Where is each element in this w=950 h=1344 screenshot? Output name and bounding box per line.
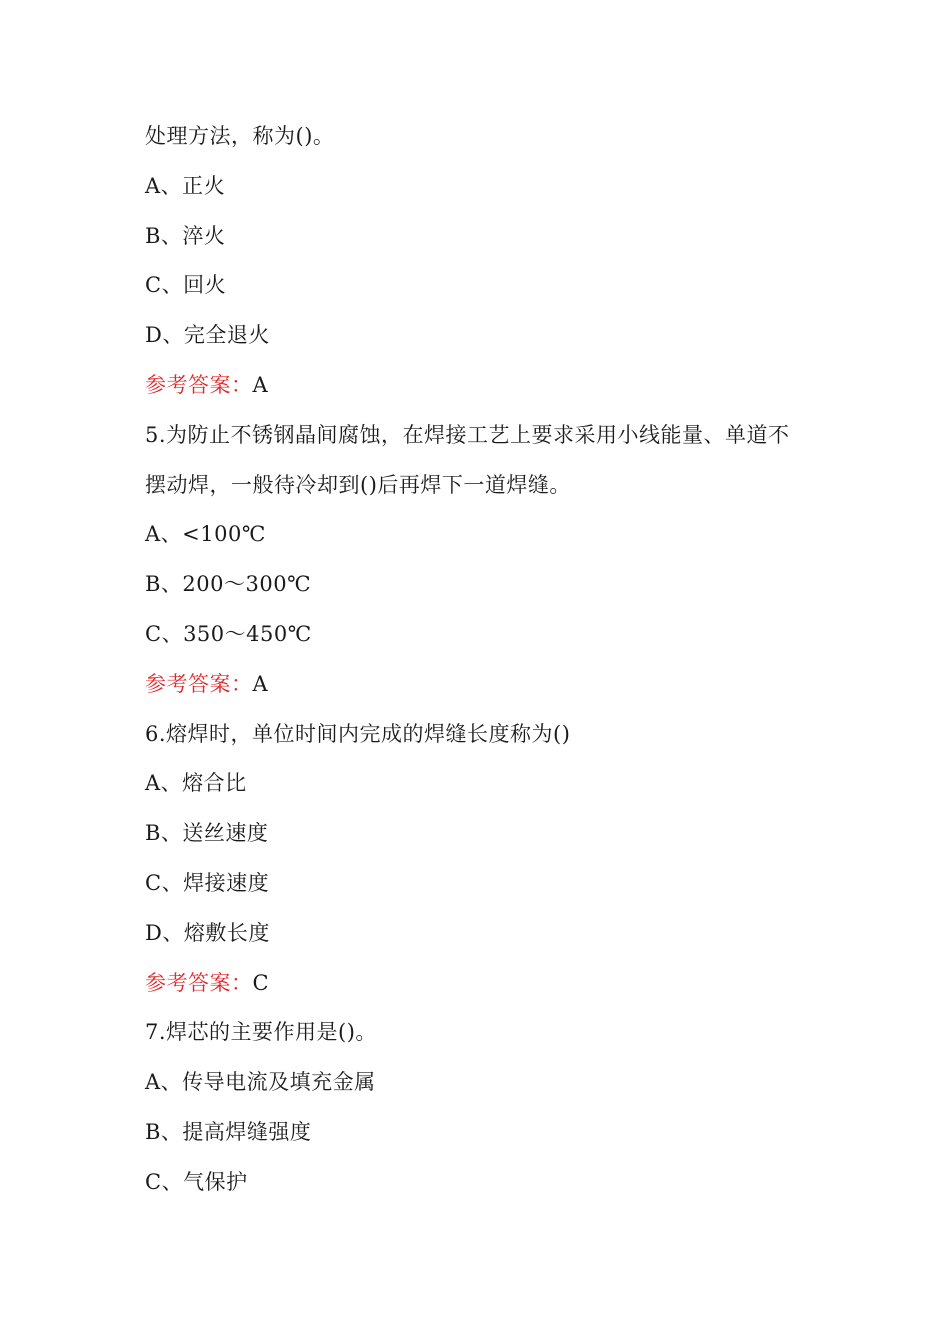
answer-label: 参考答案：	[145, 372, 253, 397]
option-d	[145, 311, 825, 361]
line-text: C、焊接速度	[145, 870, 270, 895]
answer-value: C	[252, 970, 270, 995]
line-text: B、送丝速度	[145, 821, 269, 846]
line-text: B、200～300℃	[145, 572, 312, 597]
answer-value: A	[252, 372, 269, 397]
option-b	[145, 212, 825, 262]
line-text: C、气保护	[145, 1169, 248, 1194]
line-text: C、回火	[145, 273, 227, 298]
line-text: 摆动焊，一般待冷却到()后再焊下一道焊缝。	[145, 472, 571, 497]
line-text: 处理方法，称为()。	[145, 124, 335, 148]
reference-answer	[145, 959, 825, 1009]
reference-answer	[145, 660, 825, 710]
line-text: D、熔敷长度	[145, 920, 270, 945]
option-b	[145, 560, 825, 610]
line-text: A、<100℃	[145, 522, 266, 547]
option-c	[145, 261, 825, 311]
question-5-stem	[145, 411, 825, 461]
option-b	[145, 809, 825, 859]
line-text: 7.焊芯的主要作用是()。	[145, 1020, 377, 1045]
option-a	[145, 162, 825, 212]
question-4-stem-continued	[145, 112, 825, 162]
option-a	[145, 510, 825, 560]
option-c	[145, 1158, 825, 1208]
option-a	[145, 1058, 825, 1108]
answer-value: A	[252, 671, 269, 696]
line-text: A、正火	[145, 173, 226, 198]
line-text: D、完全退火	[145, 323, 270, 348]
question-7-stem	[145, 1008, 825, 1058]
option-c	[145, 610, 825, 660]
line-text: B、淬火	[145, 223, 226, 248]
option-b	[145, 1108, 825, 1158]
answer-label: 参考答案：	[145, 970, 253, 995]
option-d	[145, 909, 825, 959]
answer-label: 参考答案：	[145, 671, 253, 696]
line-text: 5.为防止不锈钢晶间腐蚀，在焊接工艺上要求采用小线能量、单道不	[145, 422, 790, 447]
option-a	[145, 759, 825, 809]
question-6-stem	[145, 710, 825, 760]
option-c	[145, 859, 825, 909]
reference-answer	[145, 361, 825, 411]
line-text: A、熔合比	[145, 771, 247, 796]
line-text: B、提高焊缝强度	[145, 1119, 312, 1144]
document-page	[145, 112, 825, 1208]
line-text: A、传导电流及填充金属	[145, 1070, 376, 1095]
question-5-stem-continued	[145, 461, 825, 511]
line-text: C、350～450℃	[145, 621, 312, 646]
line-text: 6.熔焊时，单位时间内完成的焊缝长度称为()	[145, 721, 571, 746]
